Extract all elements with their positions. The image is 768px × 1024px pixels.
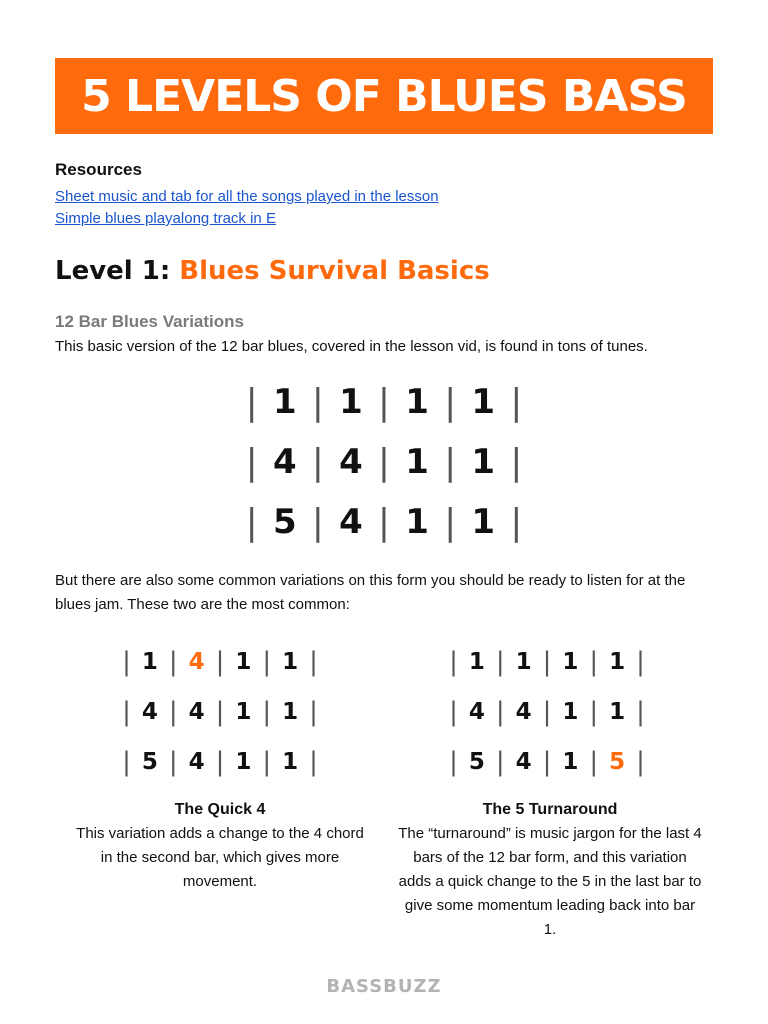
turnaround-chart-row-1: | 1 | 1 | 1 | 1 |: [449, 647, 645, 677]
chord-number: 1: [609, 649, 626, 675]
chord-number: 1: [282, 699, 299, 725]
chord-number: 5: [272, 502, 297, 542]
section-intro: This basic version of the 12 bar blues, covered in the lesson vid, is found in tons of tunes.: [55, 338, 648, 355]
chord-number: 1: [562, 649, 579, 675]
chord-number: 1: [141, 649, 158, 675]
chord-number: 1: [235, 649, 252, 675]
chord-number: 5: [468, 749, 485, 775]
turnaround-description: The “turnaround” is music jargon for the last 4 bars of the 12 bar form, and this variation adds a quick change to the 5 in the last bar to give some momentum leading back into bar 1.: [398, 825, 702, 938]
chord-number: 4: [515, 749, 532, 775]
page-title: 5 LEVELS OF BLUES BASS: [81, 70, 687, 122]
chord-number: 4: [188, 749, 205, 775]
chord-number: 1: [235, 699, 252, 725]
quick4-caption: [70, 798, 370, 894]
chord-number: 1: [471, 442, 496, 482]
chord-number: 1: [235, 749, 252, 775]
quick4-chart-row-3: | 5 | 4 | 1 | 1 |: [122, 747, 318, 777]
chord-number: 1: [405, 502, 429, 542]
chord-number: 4: [515, 699, 532, 725]
turnaround-chart-row-3: | 5 | 4 | 1 | 5 |: [449, 747, 645, 777]
chord-number: 4: [272, 442, 297, 482]
chord-number: 1: [562, 749, 579, 775]
chord-number: 4: [188, 699, 205, 725]
level-heading: [55, 256, 490, 286]
chord-number: 5: [141, 749, 158, 775]
chord-number: 4: [339, 442, 363, 482]
chord-number: 4: [141, 699, 158, 725]
quick4-title: The Quick 4: [174, 801, 266, 818]
quick4-chart-row-2: | 4 | 4 | 1 | 1 |: [122, 697, 318, 727]
chord-number-highlight: 4: [188, 649, 205, 675]
title-banner: [55, 58, 713, 134]
chord-number: 1: [405, 442, 429, 482]
resources-heading: Resources: [55, 160, 142, 179]
turnaround-caption: [398, 798, 702, 942]
section-heading: 12 Bar Blues Variations: [55, 312, 244, 331]
chord-number: 1: [609, 699, 626, 725]
bassbuzz-logo: BASSBUZZ: [326, 976, 442, 997]
chord-number: 1: [282, 649, 299, 675]
chord-number: 1: [515, 649, 532, 675]
turnaround-title: The 5 Turnaround: [482, 801, 618, 818]
chord-number: 1: [282, 749, 299, 775]
level-prefix: Level 1:: [55, 256, 180, 286]
variations-paragraph: But there are also some common variations on this form you should be ready to listen for at the blues jam. These two are the most common:: [55, 572, 686, 613]
quick4-description: This variation adds a change to the 4 chord in the second bar, which gives more movement.: [76, 825, 364, 890]
chord-number: 1: [468, 649, 485, 675]
chord-number: 1: [471, 502, 496, 542]
chord-number: 1: [405, 382, 429, 422]
sheet-music-link[interactable]: Sheet music and tab for all the songs played in the lesson: [55, 188, 439, 205]
basic-chart-row-1: | 1 | 1 | 1 | 1 |: [245, 381, 523, 423]
basic-chart-row-2: | 4 | 4 | 1 | 1 |: [245, 441, 523, 483]
chord-number-highlight: 5: [609, 749, 626, 775]
chord-number: 4: [468, 699, 485, 725]
quick4-chart-row-1: | 1 | 4 | 1 | 1 |: [122, 647, 318, 677]
playalong-track-link[interactable]: Simple blues playalong track in E: [55, 210, 276, 227]
basic-chart-row-3: | 5 | 4 | 1 | 1 |: [245, 501, 523, 543]
chord-number: 1: [471, 382, 496, 422]
chord-number: 1: [339, 382, 363, 422]
chord-number: 1: [562, 699, 579, 725]
level-name: Blues Survival Basics: [179, 256, 490, 286]
chord-number: 1: [272, 382, 297, 422]
turnaround-chart-row-2: | 4 | 4 | 1 | 1 |: [449, 697, 645, 727]
chord-number: 4: [339, 502, 363, 542]
